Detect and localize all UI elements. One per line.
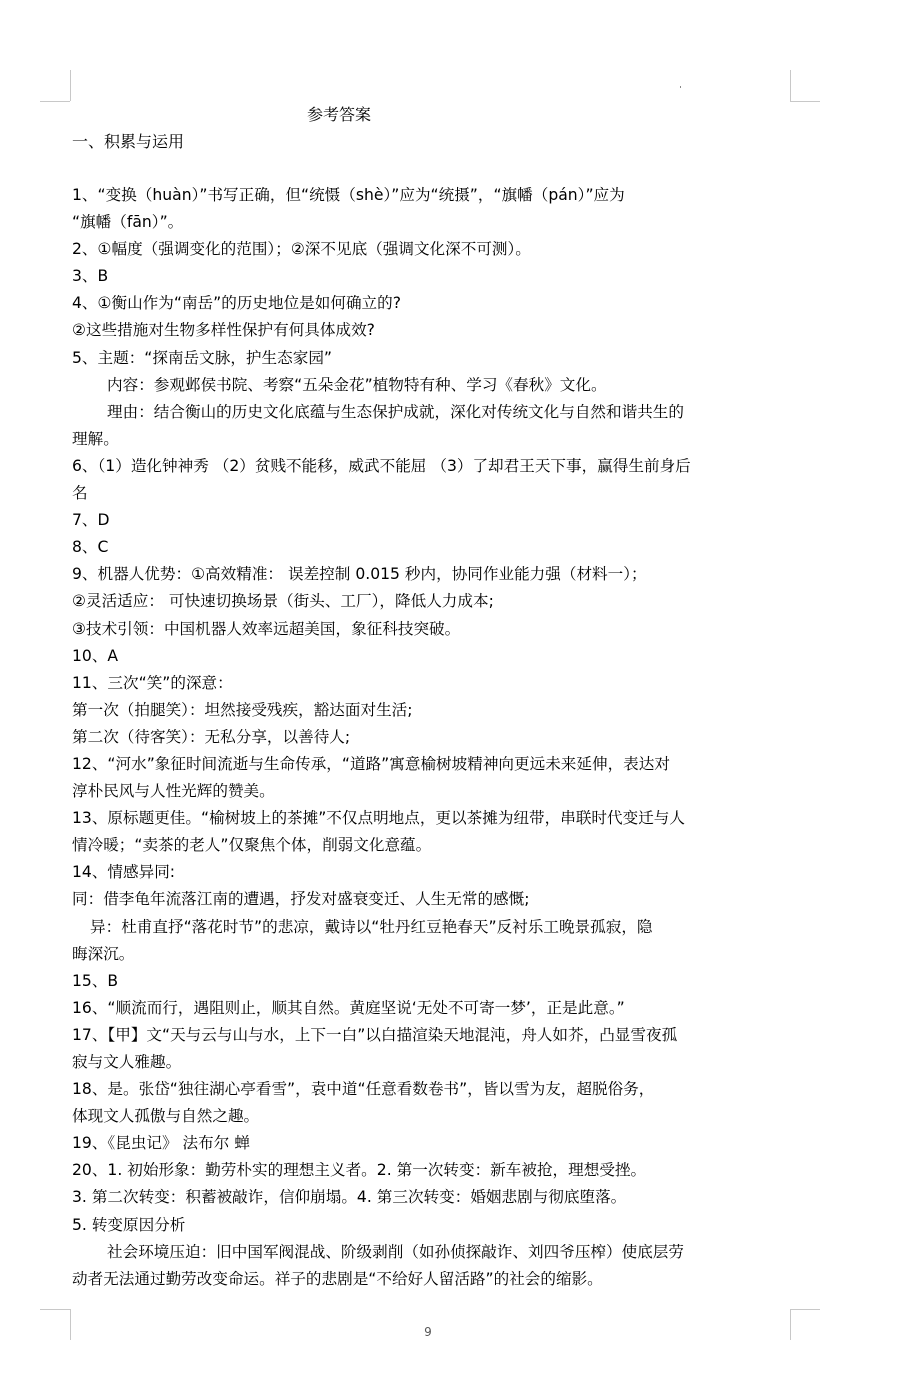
text-line: 14、情感异同: [72,863,176,882]
text-line: ②这些措施对生物多样性保护有何具体成效? [72,321,375,340]
text-line: 理解。 [72,429,119,448]
text-line: 晦深沉。 [72,944,135,963]
text-line: 9、机器人优势：①高效精准： 误差控制 0.015 秒内，协同作业能力强（材料一）； [72,565,647,584]
section-heading: 一、积累与运用 [72,132,185,151]
crop-mark-top-right-h [790,101,820,102]
text-line: 8、C [72,538,109,557]
crop-mark-bottom-right-h [790,1309,820,1310]
text-line: 理由：结合衡山的历史文化底蕴与生态保护成就，深化对传统文化与自然和谐共生的 [107,402,684,421]
text-line: 18、是。张岱“独往湖心亭看雪”，袁中道“任意看数卷书”，皆以雪为友，超脱俗务， [72,1080,655,1099]
text-line: 名 [72,484,88,503]
text-line: 6、（1）造化钟神秀 （2）贫贱不能移，威武不能屈 （3）了却君王天下事，赢得生前身后 [72,456,691,475]
text-line: 第一次（拍腿笑）：坦然接受残疾，豁达面对生活; [72,700,413,719]
text-line: 4、①衡山作为“南岳”的历史地位是如何确立的? [72,294,402,313]
page-title: 参考答案 [307,105,372,124]
text-line: 社会环境压迫：旧中国军阀混战、阶级剥削（如孙侦探敲诈、刘四爷压榨）使底层劳 [107,1242,684,1261]
text-line: 5. 转变原因分析 [72,1215,186,1234]
text-line: 15、B [72,971,119,990]
text-line: 同：借李龟年流落江南的遭遇，抒发对盛衰变迁、人生无常的感慨; [72,890,530,909]
text-line: 第二次（待客笑）：无私分享，以善待人; [72,727,351,746]
text-line: 3. 第二次转变：积蓄被敲诈，信仰崩塌。4. 第三次转变：婚姻悲剧与彻底堕落。 [72,1188,627,1207]
speck [680,86,681,88]
crop-mark-bottom-left-h [40,1309,70,1310]
page-number: 9 [424,1325,432,1339]
text-line: 动者无法通过勤劳改变命运。祥子的悲剧是“不给好人留活路”的社会的缩影。 [72,1269,603,1288]
crop-mark-top-left-v [70,70,71,101]
text-line: 16、“顺流而行，遇阻则止，顺其自然。黄庭坚说‘无处不可寄一梦’，正是此意。” [72,998,625,1017]
text-line: 5、主题：“探南岳文脉，护生态家园” [72,348,332,367]
text-line: 3、B [72,267,109,286]
crop-mark-top-left-h [40,101,70,102]
crop-mark-top-right-v [790,70,791,101]
text-line: 12、“河水”象征时间流逝与生命传承，“道路”寓意榆树坡精神向更远未来延伸，表达对 [72,754,670,773]
text-line: 异：杜甫直抒“落花时节”的悲凉，戴诗以“牡丹红豆艳春天”反衬乐工晚景孤寂，隐 [90,917,653,936]
text-line: 内容：参观邺侯书院、考察“五朵金花”植物特有种、学习《春秋》文化。 [107,375,607,394]
text-line: 20、1. 初始形象：勤劳朴实的理想主义者。2. 第一次转变：新车被抢，理想受挫。 [72,1161,647,1180]
text-line: 情冷暖；“卖茶的老人”仅聚焦个体，削弱文化意蕴。 [72,836,432,855]
text-line: 2、①幅度（强调变化的范围）；②深不见底（强调文化深不可测）。 [72,240,531,259]
text-line: 11、三次“笑”的深意： [72,673,233,692]
text-line: 19、《昆虫记》 法布尔 蝉 [72,1134,250,1153]
text-line: 10、A [72,646,119,665]
text-line: 体现文人孤傲与自然之趣。 [72,1107,260,1126]
text-line: 13、原标题更佳。“榆树坡上的茶摊”不仅点明地点，更以茶摊为纽带，串联时代变迁与人 [72,809,685,828]
text-line: ②灵活适应： 可快速切换场景（街头、工厂），降低人力成本; [72,592,494,611]
text-line: 1、“变换（huàn）”书写正确，但“统慑（shè）”应为“统摄”，“旗幡（pán）”应为 [72,186,625,204]
text-line: 淳朴民风与人性光辉的赞美。 [72,782,275,801]
text-line: ③技术引领：中国机器人效率远超美国，象征科技突破。 [72,619,461,638]
text-line: “旗幡（fān）”。 [72,213,184,232]
text-line: 17、【甲】文“天与云与山与水，上下一白”以白描渲染天地混沌，舟人如芥，凸显雪夜孤 [72,1025,678,1044]
answer-body [72,182,794,1293]
text-line: 寂与文人雅趣。 [72,1053,182,1071]
text-line: 7、D [72,511,110,530]
